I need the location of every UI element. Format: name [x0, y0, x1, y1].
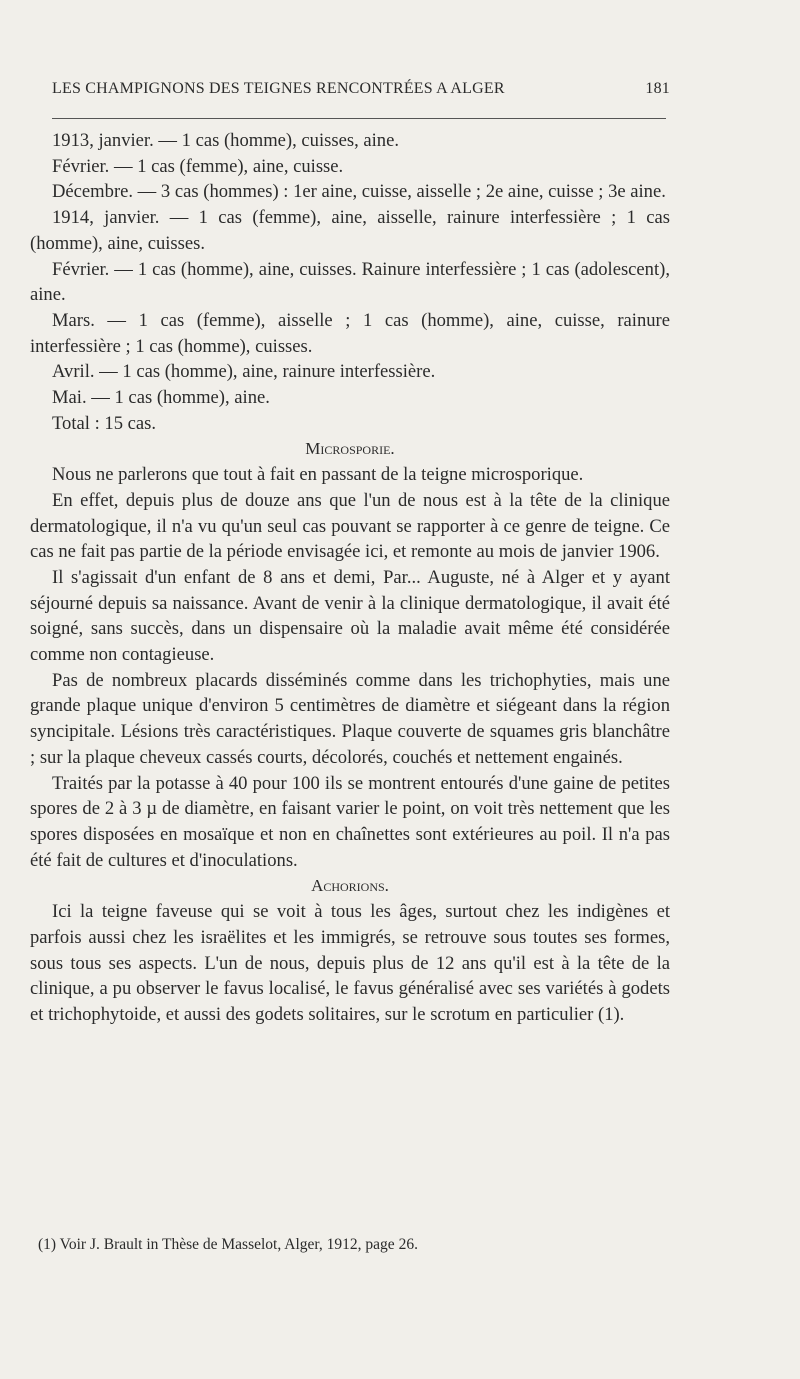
paragraph: 1913, janvier. — 1 cas (homme), cuisses, aine. [52, 130, 399, 151]
paragraph: En effet, depuis plus de douze ans que l'un de nous est à la tête de la clinique dermatologique, il n'a vu qu'un seul cas pouvant se rapporter à ce genre de teigne. Ce cas ne fait pas partie de la période envisagée ici, et remonte au mois de janvier 1906. [30, 489, 670, 563]
paragraph: Février. — 1 cas (homme), aine, cuisses. Rainure interfessière ; 1 cas (adolescent), aine. [30, 258, 670, 306]
paragraph: Mai. — 1 cas (homme), aine. [52, 387, 270, 409]
paragraph: Février. — 1 cas (femme), aine, cuisse. [52, 155, 344, 177]
paragraph: 1914, janvier. — 1 cas (femme), aine, aisselle, rainure interfessière ; 1 cas (homme), aine, cuisses. [30, 207, 670, 254]
body-text [30, 128, 670, 1028]
running-title: LES CHAMPIGNONS DES TEIGNES RENCONTRÉES A ALGER [52, 80, 505, 97]
section-heading-microsporie: Microsporie. [305, 439, 395, 459]
paragraph: Mars. — 1 cas (femme), aisselle ; 1 cas (homme), aine, cuisse, rainure interfessière ; 1 cas (homme), cuisses. [30, 309, 670, 357]
paragraph: Traités par la potasse à 40 pour 100 ils se montrent entourés d'une gaine de petites spores de 2 à 3 µ de diamètre, en faisant varier le point, on voit très nettement que les spores disposées en mosaïque et non en chaînettes sont extérieures au poil. Il n'a pas été fait de cultures et d'inoculations. [30, 772, 670, 871]
paragraph: Total : 15 cas. [52, 412, 157, 434]
paragraph: Décembre. — 3 cas (hommes) : 1er aine, cuisse, aisselle ; 2e aine, cuisse ; 3e aine. [52, 181, 666, 203]
section-heading-achorions: Achorions. [311, 876, 389, 896]
running-header [52, 80, 670, 98]
paragraph: Il s'agissait d'un enfant de 8 ans et demi, Par... Auguste, né à Alger et y ayant séjourné depuis sa naissance. Avant de venir à la clinique dermatologique, il avait été soigné, sans succès, dans un dispensaire où la maladie avait même été considérée comme non contagieuse. [30, 566, 670, 666]
footnote: (1) Voir J. Brault in Thèse de Masselot, Alger, 1912, page 26. [38, 1236, 418, 1253]
header-rule [52, 118, 666, 119]
paragraph: Avril. — 1 cas (homme), aine, rainure interfessière. [52, 361, 436, 383]
page-number: 181 [645, 80, 670, 97]
paragraph: Pas de nombreux placards disséminés comme dans les trichophyties, mais une grande plaque unique d'environ 5 centimètres de diamètre et siégeant dans la région syncipitale. Lésions très caractéristiques. Plaque couverte de squames gris blanchâtre ; sur la plaque cheveux cassés courts, décolorés, couchés et nettement engainés. [30, 669, 670, 768]
paragraph: Ici la teigne faveuse qui se voit à tous les âges, surtout chez les indigènes et parfois aussi chez les israëlites et les immigrés, se retrouve sous toutes ses formes, sous tous ses aspects. L'un de nous, depuis plus de 12 ans qu'il est à la tête de la clinique, a pu observer le favus localisé, le favus généralisé avec ses variétés à godets et trichophytoide, et aussi des godets solitaires, sur le scrotum en particulier (1). [30, 901, 670, 1025]
paragraph: Nous ne parlerons que tout à fait en passant de la teigne microsporique. [52, 464, 584, 486]
